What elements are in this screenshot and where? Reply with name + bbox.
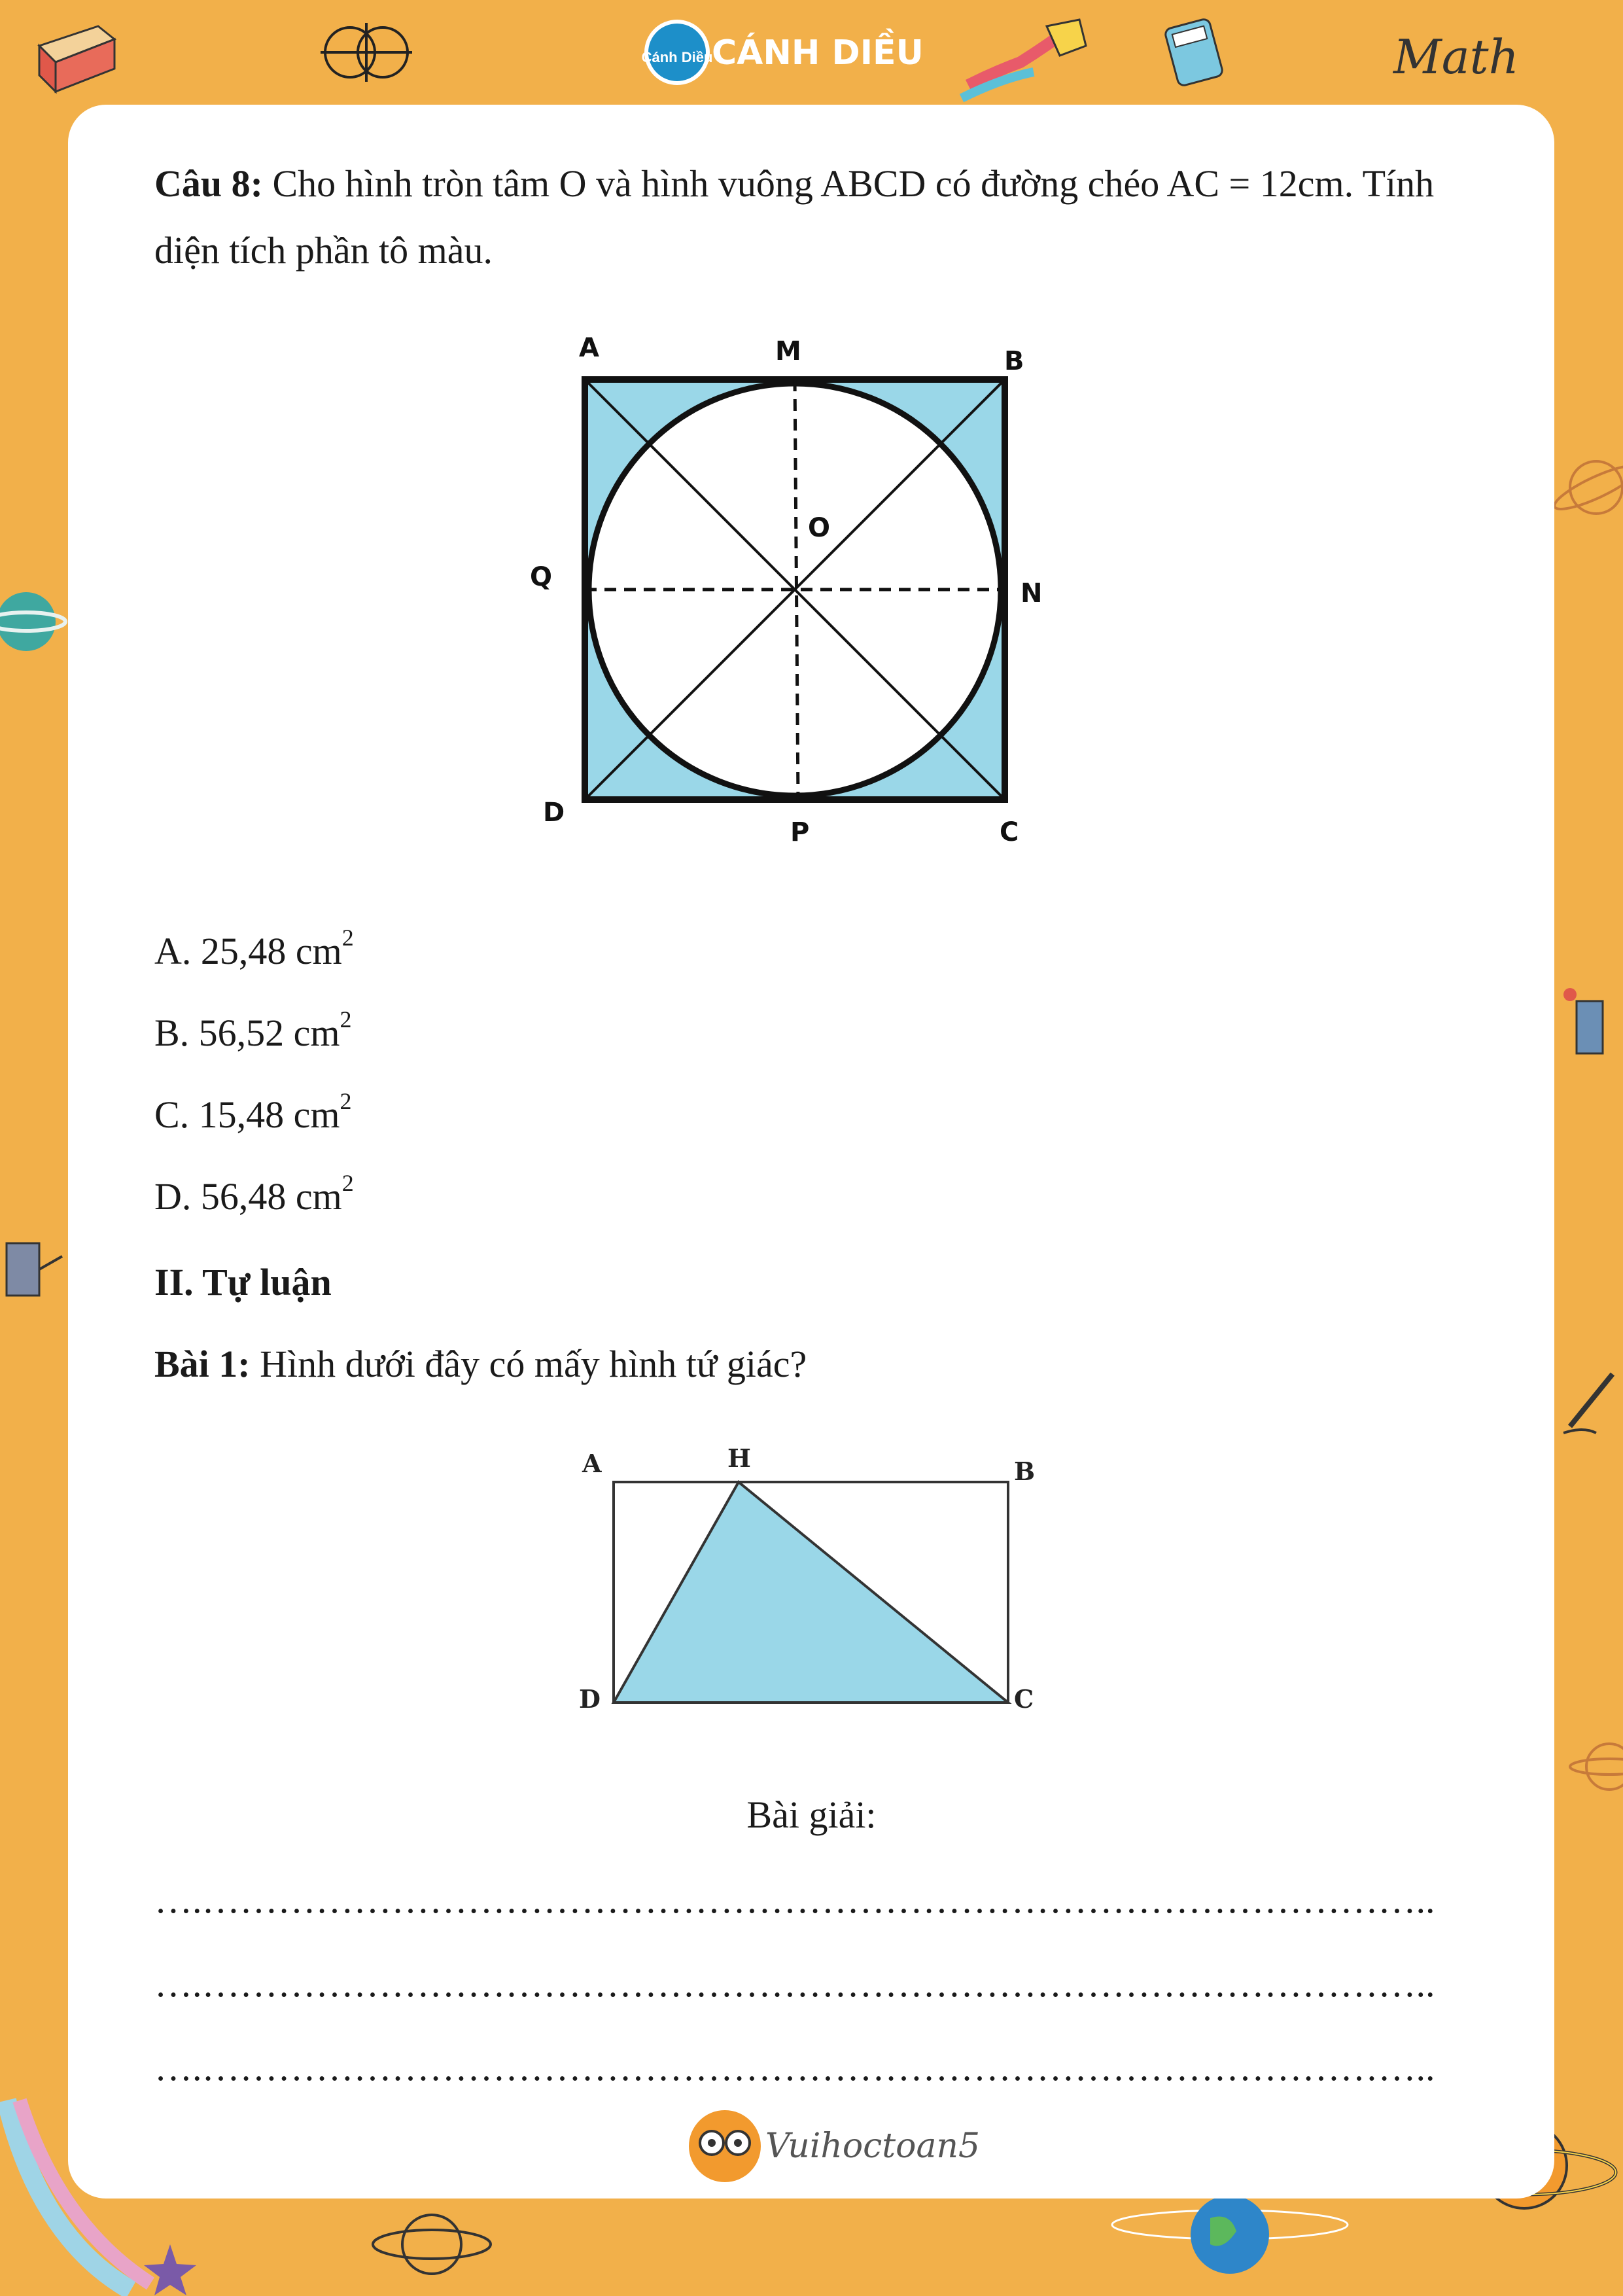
- label-a2: A: [582, 1449, 602, 1478]
- venn-icon: [321, 23, 412, 82]
- label-d2: D: [579, 1684, 601, 1714]
- brand-logo: [642, 20, 924, 85]
- planet-outline-icon: [366, 2199, 497, 2290]
- option-b[interactable]: [154, 1006, 352, 1055]
- label-o: O: [808, 513, 831, 543]
- section-2-title-text: II. Tự luận: [154, 1261, 332, 1303]
- question-8-body: Cho hình tròn tâm O và hình vuông ABCD có đường chéo AC = 12cm. Tính diện tích phần tô màu.: [154, 162, 1435, 272]
- label-c2: C: [1014, 1684, 1034, 1714]
- label-c: C: [1000, 817, 1019, 847]
- footer-logo: [680, 2104, 981, 2189]
- option-c-sup: 2: [340, 1088, 352, 1114]
- label-n: N: [1021, 578, 1043, 609]
- circle-in-square-figure: [523, 308, 1099, 883]
- option-c-text: C. 15,48 cm: [154, 1093, 340, 1136]
- math-label: Math: [1393, 29, 1519, 84]
- label-q: Q: [530, 562, 553, 592]
- option-b-text: B. 56,52 cm: [154, 1012, 340, 1054]
- kite-icon: [962, 20, 1086, 98]
- earth-icon: [1106, 2185, 1354, 2296]
- space-station-icon: [0, 1217, 65, 1322]
- label-b: B: [1004, 346, 1024, 376]
- calculator-icon: [1164, 18, 1224, 86]
- bai-1-label: Bài 1:: [154, 1343, 251, 1385]
- header-decoration: [0, 0, 1623, 111]
- option-d-text: D. 56,48 cm: [154, 1175, 342, 1218]
- bai-1-text: [154, 1341, 807, 1387]
- option-a-sup: 2: [341, 925, 354, 951]
- pencil-icon: [1557, 1361, 1623, 1439]
- option-c[interactable]: [154, 1088, 352, 1137]
- footer-logo-text: Vuihoctoan5: [765, 2127, 981, 2166]
- question-8-text: [154, 150, 1463, 284]
- label-b2: B: [1014, 1457, 1036, 1486]
- triangle-hdc: [614, 1482, 1008, 1703]
- option-d-sup: 2: [341, 1170, 354, 1196]
- section-2-title: [154, 1260, 332, 1305]
- rectangle-triangle-figure: [556, 1426, 1066, 1714]
- option-a-text: A. 25,48 cm: [154, 930, 342, 972]
- label-a: A: [579, 333, 599, 363]
- option-d[interactable]: [154, 1170, 354, 1218]
- brand-title: CÁNH DIỀU: [712, 33, 924, 73]
- answer-line-3[interactable]: ….……………………………………………………………………………………..: [154, 2046, 1435, 2089]
- question-8-label: Câu 8:: [154, 162, 263, 205]
- ringed-planet-outline-icon: [1544, 438, 1623, 537]
- prism-icon: [39, 26, 114, 92]
- label-m: M: [775, 336, 801, 366]
- option-a[interactable]: [154, 925, 354, 973]
- answer-line-2[interactable]: ….……………………………………………………………………………………..: [154, 1962, 1435, 2005]
- bai-1-body: Hình dưới đây có mấy hình tứ giác?: [250, 1343, 807, 1385]
- option-b-sup: 2: [340, 1006, 352, 1033]
- planet-icon: [0, 576, 65, 667]
- brand-small-label: Cánh Diều: [641, 49, 713, 65]
- label-d: D: [543, 798, 565, 828]
- label-p: P: [790, 817, 810, 847]
- satellite-icon: [1550, 975, 1623, 1080]
- solution-title: Bài giải:: [746, 1793, 877, 1836]
- answer-line-1[interactable]: ….……………………………………………………………………………………..: [154, 1879, 1435, 1921]
- label-h: H: [727, 1443, 751, 1473]
